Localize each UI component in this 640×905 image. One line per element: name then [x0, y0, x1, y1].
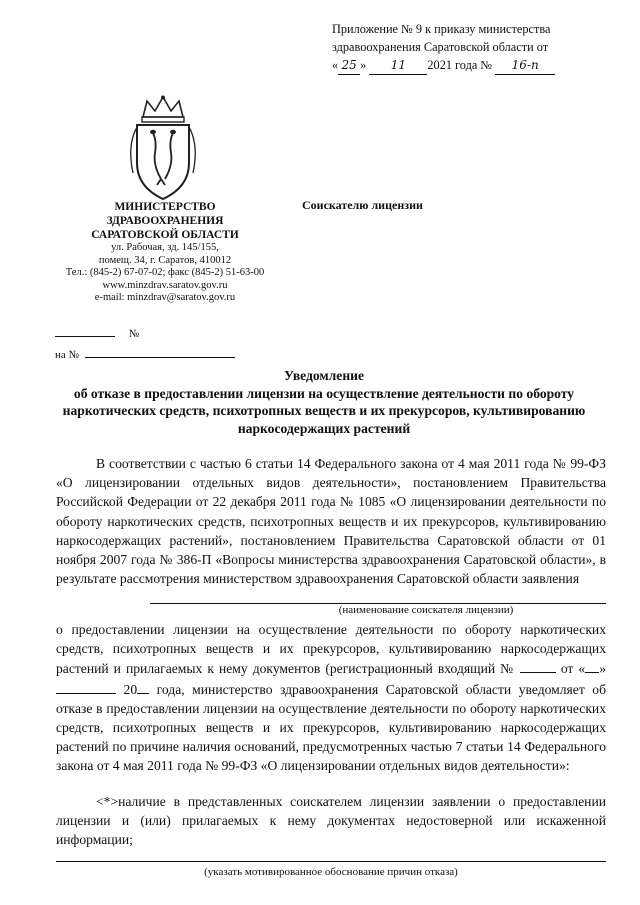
ministry-email: e-mail: minzdrav@saratov.gov.ru — [94, 292, 236, 304]
paragraph-2 — [56, 620, 606, 776]
saratov-coat-of-arms-icon — [113, 95, 213, 203]
title-line-2: об отказе в предоставлении лицензии на осуществление деятельности по обороту наркотических средств, психотропных веществ и их прекурсоров, культивированию наркосодержащих растений — [62, 385, 586, 436]
ministry-name-3: САРАТОВСКОЙ ОБЛАСТИ — [91, 229, 239, 241]
appendix-header — [332, 20, 632, 75]
registration-month-field — [56, 679, 116, 694]
paragraph-2-text-2: года, министерство здравоохранения Саратовской области уведомляет об отказе в предоставлении лицензии на осуществление деятельности по обороту наркотических средств, психотропных веществ и их прекурсоров, культивированию наркосодержащих растений по причине наличия оснований, предусмотренных частью 7 статьи 14 Федерального закона от 4 мая 2011 года № 99-ФЗ «О лицензировании отдельных видов деятельности»: — [56, 681, 606, 774]
ministry-block — [50, 200, 280, 305]
document-title — [48, 367, 600, 437]
title-line-1: Уведомление — [283, 368, 365, 383]
caption-reason: (указать мотивированное обоснование причин отказа) — [204, 866, 458, 878]
application-word: заявления — [521, 571, 580, 587]
registration-year-field — [137, 679, 149, 694]
ministry-address-2: помещ. 34, г. Саратов, 410012 — [98, 254, 232, 266]
recipient-label: Соискателю лицензии — [302, 198, 423, 212]
date-close-quote: » — [599, 661, 606, 677]
ministry-phone: Тел.: (845-2) 67-07-02; факс (845-2) 51-63-00 — [65, 267, 265, 279]
order-month: 11 — [369, 56, 427, 75]
ministry-address-1: ул. Рабочая, зд. 145/155, — [111, 242, 219, 253]
close-quote: » — [360, 58, 367, 72]
outgoing-number-label: № — [128, 328, 140, 340]
registration-day-field — [585, 658, 599, 673]
date-from-label: от « — [560, 661, 586, 677]
order-number-label: № — [480, 58, 493, 72]
appendix-line-1: Приложение № 9 к приказу министерства — [332, 22, 551, 36]
reference-number-field — [85, 343, 235, 358]
paragraph-1-text: В соответствии с частью 6 статьи 14 Федерального закона от 4 мая 2011 года № 99-ФЗ «О лицензировании отдельных видов деятельности», постановлением Правительства Российской Федерации от 22 декабря 2011 года № 1085 «О лицензировании деятельности по обороту наркотических средств, психотропных веществ и их прекурсоров, культивированию наркосодержащих растений», постановлением Правительства Саратовской области от 01 ноября 2007 года № 386-П «Вопросы министерства здравоохранения Саратовской области», в результате рассмотрения министерством здравоохранения Саратовской области — [56, 456, 606, 587]
reference-label: на № — [55, 349, 80, 361]
appendix-date-line — [332, 56, 632, 75]
order-year: 2021 года — [427, 58, 478, 72]
outgoing-number-block — [55, 322, 305, 364]
appendix-line-2: здравоохранения Саратовской области от — [332, 40, 549, 54]
paragraph-2-text-1: о предоставлении лицензии на осуществление деятельности по обороту наркотических средств, психотропных веществ и их прекурсоров, культивированию наркосодержащих растений и прилагаемых к нему документов (регистрационный входящий № — [56, 622, 606, 677]
order-number: 16-п — [495, 56, 555, 75]
ministry-name-1: МИНИСТЕРСТВО — [114, 201, 216, 213]
paragraph-1 — [56, 454, 606, 588]
ministry-name-2: ЗДРАВООХРАНЕНИЯ — [106, 215, 224, 227]
registration-number-field — [520, 658, 556, 673]
outgoing-date-field — [55, 322, 115, 337]
caption-applicant: (наименование соискателя лицензии) — [338, 604, 514, 616]
year-prefix: 20 — [123, 681, 138, 697]
reason-line — [56, 861, 606, 862]
order-day: 25 — [338, 56, 360, 75]
open-quote: « — [332, 58, 339, 72]
ministry-website: www.minzdrav.saratov.gov.ru — [102, 279, 228, 291]
paragraph-3: <*>наличие в представленных соискателем лицензии заявлении о предоставлении лицензии и (или) прилагаемых к нему документах недостоверной или искаженной информации; — [56, 794, 606, 848]
